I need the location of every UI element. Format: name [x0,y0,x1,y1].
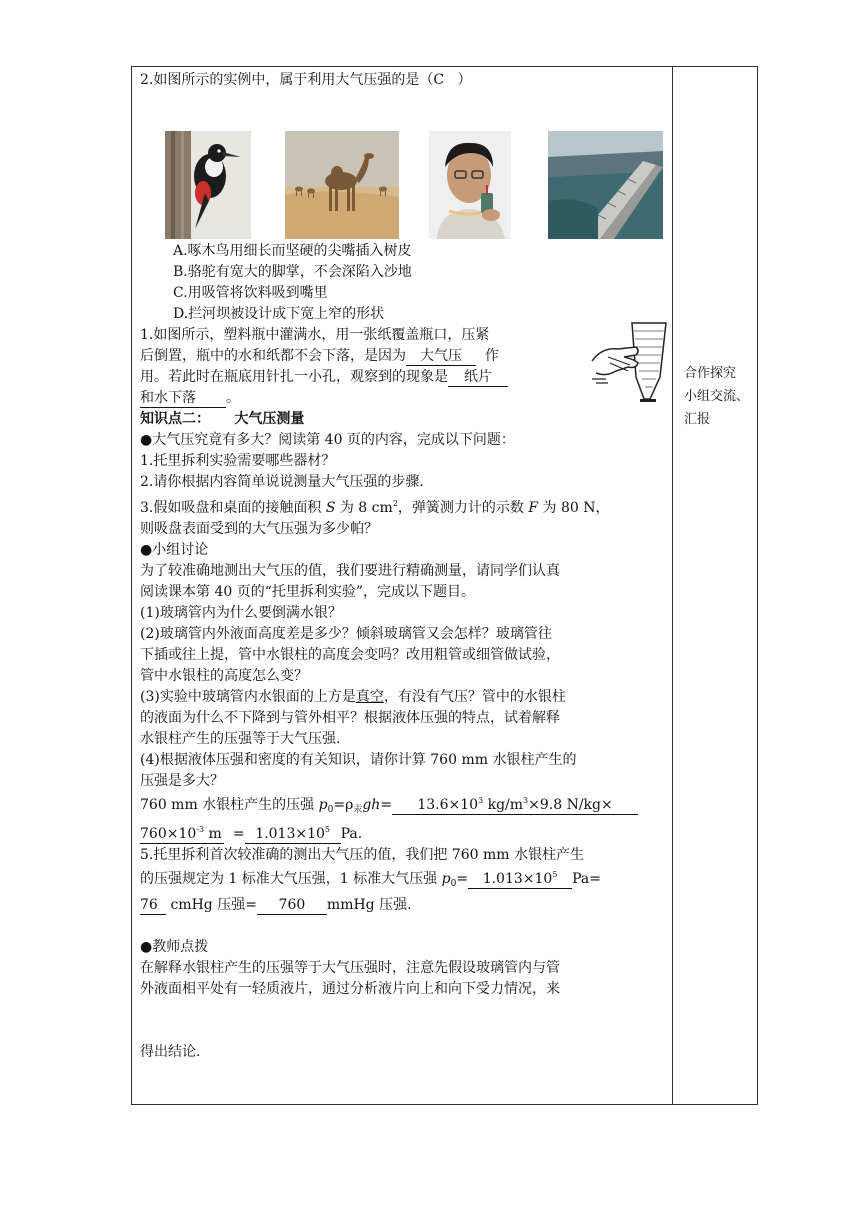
calc-line-2: $760\times 10^{-3}$ $m = 1.013\times 10^5$ Pa. [140,821,668,845]
q1-line-4: 和水下落 。 [140,390,240,406]
group-p1: 为了较准确地测出大气压的值，我们要进行精确测量，请同学们认真 [140,563,560,579]
reading-item-3: 3.假如吸盘和桌面的接触面积 S 为 8 $cm^2$，弹簧测力计的示数 F 为 80 N， [140,499,610,516]
q1-blank-2a: 纸片 [448,368,508,387]
group-s3a: (3)实验中玻璃管内水银面的上方是真空，有没有气压？管中的水银柱 [140,689,566,705]
teacher-tip-line-2: 外液面相平处有一轻质液片，通过分析液片向上和向下受力情况，来 [140,981,560,997]
q5-blank-1: $1.013\times 10^5$ [468,866,572,889]
q2-option-d: D.拦河坝被设计成下宽上窄的形状 [173,306,385,322]
side-line-1: 合作探究 [684,366,737,381]
teacher-tip-title: ●教师点拨 [140,939,209,955]
camel-image [285,131,399,239]
reading-item-1: 1.托里拆利实验需要哪些器材？ [140,453,336,469]
teacher-tip-line-1: 在解释水银柱产生的压强等于大气压强时，注意先假设玻璃管内与管 [140,960,560,976]
q1-block [140,325,668,409]
calc-blank-3: $1.013\times 10^5$ [245,821,341,844]
main-column [140,70,668,1063]
q5-blank-3: 760 [257,896,327,915]
reading-item-2: 2.请你根据内容简单说说测量大气压强的步骤. [140,474,424,490]
q5-line-3: 76 cmHg 压强= 760 mmHg 压强. [140,897,412,913]
side-line-3: 汇报 [684,412,711,427]
knowledge-point-2-heading: 知识点二： 大气压测量 [140,411,305,427]
group-s4b: 压强是多大？ [140,773,224,789]
q1-line-1: 1.如图所示，塑料瓶中灌满水，用一张纸覆盖瓶口，压紧 [140,327,490,343]
group-discussion-title: ●小组讨论 [140,542,209,558]
q1-blank-1: 大气压 [406,347,476,366]
dam-image [548,131,663,239]
group-s3c: 水银柱产生的压强等于大气压强. [140,731,341,747]
q2-option-b: B.骆驼有宽大的脚掌，不会深陷入沙地 [173,264,412,280]
calc-line-1: 760 mm 水银柱产生的压强 $p_0=\rho_汞gh= 13.6\times 10^3$ $kg/m^3\times 9.8$ N/kg× [140,792,668,821]
group-p2: 阅读课本第 40 页的“托里拆利实验”，完成以下题目。 [140,584,476,600]
teacher-tip-line-3: 得出结论. [140,1044,201,1060]
group-s2b: 下插或往上提，管中水银柱的高度会变吗？改用粗管或细管做试验， [140,647,560,663]
group-s3b: 的液面为什么不下降到与管外相平？根据液体压强的特点，试着解释 [140,710,560,726]
group-s1: (1)玻璃管内为什么要倒满水银？ [140,605,342,621]
q1-line-3: 用。若此时在瓶底用针扎一小孔，观察到的现象是 纸片 [140,367,580,388]
column-divider [672,66,673,1105]
side-column [684,362,754,431]
side-line-2: 小组交流、 [684,389,750,404]
calc-blank-1: $13.6\times 10^3$ $kg/m^3\times 9.8$ N/kg× [392,792,638,815]
boy-drinking-image [429,131,511,239]
q2-photos [140,91,668,241]
group-s2a: (2)玻璃管内外液面高度差是多少？倾斜玻璃管又会怎样？玻璃管往 [140,626,552,642]
reading-intro: ●大气压究竟有多大？阅读第 40 页的内容，完成以下问题： [140,432,515,448]
q5-line-2: 的压强规定为 1 标准大气压强，1 标准大气压强 $p_0= 1.013\times 10^5$ Pa= [140,866,668,895]
q2-option-a: A.啄木鸟用细长而坚硬的尖嘴插入树皮 [173,243,412,259]
woodpecker-image [165,131,251,239]
reading-item-3-cont: 则吸盘表面受到的大气压强为多少帕？ [140,521,378,537]
q2-answer: C [433,72,445,88]
calc-blank-2: $760\times 10^{-3}$ m [140,821,224,844]
q2-stem: 2.如图所示的实例中，属于利用大气压强的是（C ） [140,72,472,88]
q5-line-1: 5.托里拆利首次较准确的测出大气压的值，我们把 760 mm 水银柱产生 [140,847,584,863]
group-s2c: 管中水银柱的高度怎么变？ [140,668,308,684]
q5-blank-2: 76 [140,896,166,915]
q2-option-c: C.用吸管将饮料吸到嘴里 [173,285,328,301]
group-s4a: (4)根据液体压强和密度的有关知识，请你计算 760 mm 水银柱产生的 [140,752,577,768]
q1-line-2: 后倒置，瓶中的水和纸都不会下落，是因为 大气压 作 [140,348,499,364]
inverted-bottle-figure [588,317,678,417]
q1-blank-2b: 和水下落 [140,389,226,408]
